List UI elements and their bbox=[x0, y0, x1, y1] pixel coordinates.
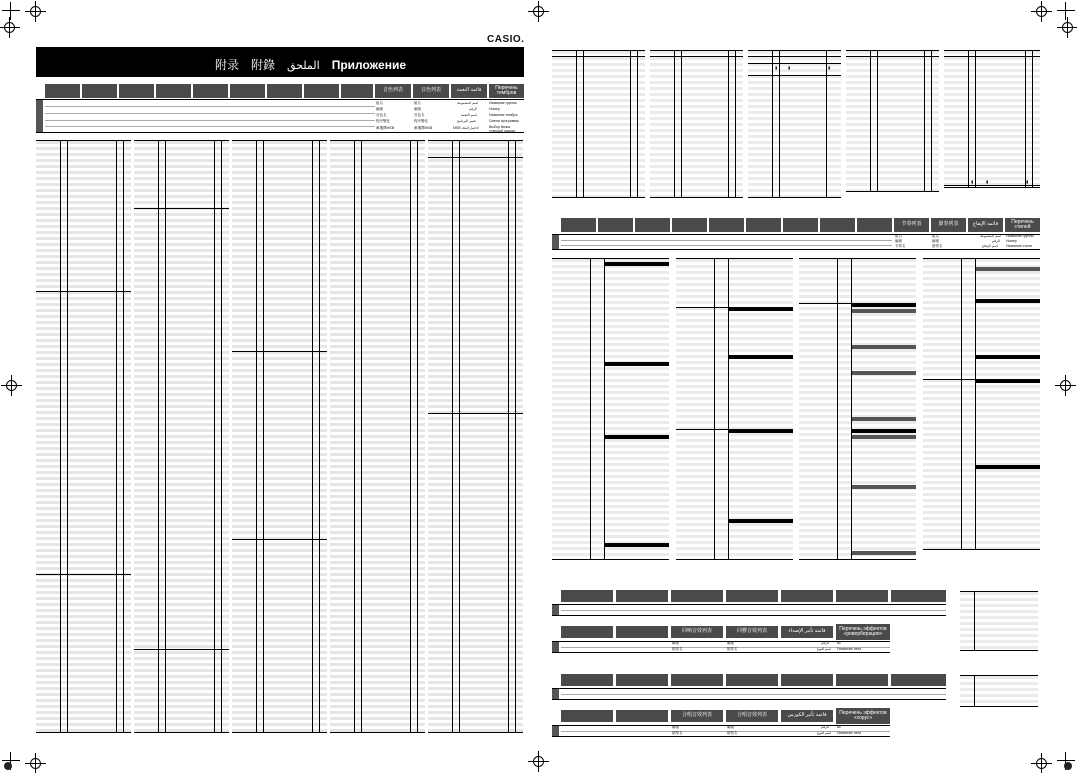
registration-mark-top-center bbox=[533, 6, 544, 17]
chorus-list-header-ar: قائمة تأثير الكورس bbox=[781, 710, 833, 722]
tone-list-column-4 bbox=[330, 140, 425, 733]
chorus-side-table bbox=[960, 675, 1038, 707]
crop-mark-top-left bbox=[2, 2, 20, 20]
title-ru: Приложение bbox=[331, 58, 406, 72]
tone-list-column-6 bbox=[552, 50, 645, 198]
registration-mark-top-right bbox=[1062, 22, 1073, 33]
reverb-legend-row-type: 類型名 類型名 اسم النوع Название типа bbox=[672, 647, 862, 651]
registration-mark-bottom-center bbox=[533, 756, 544, 767]
rhythm-legend-row-name: 节奏名 節奏名 اسم الإيقاع Название стиля bbox=[895, 244, 1032, 248]
chorus-legend-row-number: 編號 編號 الرقم № bbox=[672, 725, 841, 729]
chorus-list-header-zh-tw: 合唱音效列表 bbox=[726, 710, 778, 722]
registration-dot-bottom-left bbox=[4, 762, 12, 770]
registration-mark-bottom-right-2 bbox=[1036, 758, 1047, 769]
tone-legend-row-group: 組名 組名 اسم المجموعة Название группы bbox=[376, 101, 517, 105]
tone-list-column-2 bbox=[134, 140, 229, 733]
reverb-side-table bbox=[960, 591, 1038, 651]
rhythm-list-header-ru: Перечень стилей bbox=[1005, 218, 1040, 232]
tone-list-column-9 bbox=[846, 50, 939, 192]
rhythm-list-column-3 bbox=[799, 258, 916, 560]
rhythm-list-column-2 bbox=[676, 258, 793, 560]
tone-list-column-7 bbox=[650, 50, 743, 198]
registration-mark-right-middle bbox=[1060, 380, 1071, 391]
reverb-list-header-ru: Перечень эффектов «реверберация» bbox=[836, 624, 890, 640]
reverb-list-header-zh-tw: 回響音效列表 bbox=[726, 626, 778, 638]
reverb-list-header-ar: قائمة تأثير الإصداء bbox=[781, 626, 833, 638]
tone-list-header-ar: قائمة النغمة bbox=[451, 84, 487, 98]
title-zh-cn: 附录 bbox=[214, 58, 239, 72]
tone-list-column-10: ▮ ▮ ▮ bbox=[944, 50, 1040, 188]
registration-mark-top-left bbox=[4, 22, 15, 33]
tone-list-header-ru: Перечень тембров bbox=[489, 84, 524, 98]
registration-mark-top-left-2 bbox=[30, 6, 41, 17]
tone-list-column-1 bbox=[36, 140, 131, 733]
reverb-list-header-zh-cn: 回响音效列表 bbox=[671, 626, 723, 638]
registration-mark-top-right-2 bbox=[1036, 6, 1047, 17]
tone-legend-row-msb: 庫選擇MSB 庫選擇MSB MSB لاختيار البنك Выбор банка, старший разряд bbox=[376, 125, 516, 133]
tone-list-column-3 bbox=[232, 140, 327, 733]
rhythm-legend-row-number: 編號 編號 الرقم Номер bbox=[895, 239, 1017, 243]
tone-list-column-8: ▮ ▮ ▮ bbox=[748, 50, 841, 198]
tone-list-header-zh-tw: 音色列表 bbox=[413, 84, 449, 98]
registration-dot-bottom-right bbox=[1064, 762, 1072, 770]
title-ar: الملحق bbox=[287, 60, 320, 72]
rhythm-list-header-ar: قائمة الإيقاع bbox=[968, 218, 1003, 232]
chorus-list-header-ru: Перечень эффектов «хорус» bbox=[836, 708, 890, 724]
crop-mark-top-right bbox=[1057, 2, 1075, 20]
registration-mark-left-middle bbox=[6, 380, 17, 391]
rhythm-list-header-zh-cn: 节奏列表 bbox=[894, 218, 929, 232]
tone-list-column-5 bbox=[428, 140, 523, 733]
rhythm-legend-row-group: 組名 組名 اسم المجموعة Название группы bbox=[895, 234, 1034, 238]
rhythm-list-header-zh-tw: 節奏列表 bbox=[931, 218, 966, 232]
title-zh-tw: 附錄 bbox=[251, 58, 276, 72]
rhythm-list-column-1 bbox=[552, 258, 669, 560]
tone-legend-row-name: 音色名 音色名 اسم النغمة Название тембра bbox=[376, 113, 518, 117]
chorus-legend-row-type: 類型名 類型名 اسم النوع Название типа bbox=[672, 731, 862, 735]
reverb-legend-row-number: 編號 編號 الرقم № bbox=[672, 641, 841, 645]
chorus-list-header-zh-cn: 合唱音效列表 bbox=[671, 710, 723, 722]
tone-legend-row-program: 程序變化 程序變化 تغيير البرنامج Смена программы bbox=[376, 119, 520, 123]
tone-legend-row-number: 編號 編號 الرقم Номер bbox=[376, 107, 500, 111]
appendix-title-bar bbox=[36, 47, 524, 77]
registration-mark-bottom-left-2 bbox=[30, 758, 41, 769]
casio-logo: CASIO. bbox=[487, 34, 525, 45]
tone-list-header-zh-cn: 音色列表 bbox=[375, 84, 411, 98]
rhythm-list-column-4 bbox=[923, 258, 1040, 550]
